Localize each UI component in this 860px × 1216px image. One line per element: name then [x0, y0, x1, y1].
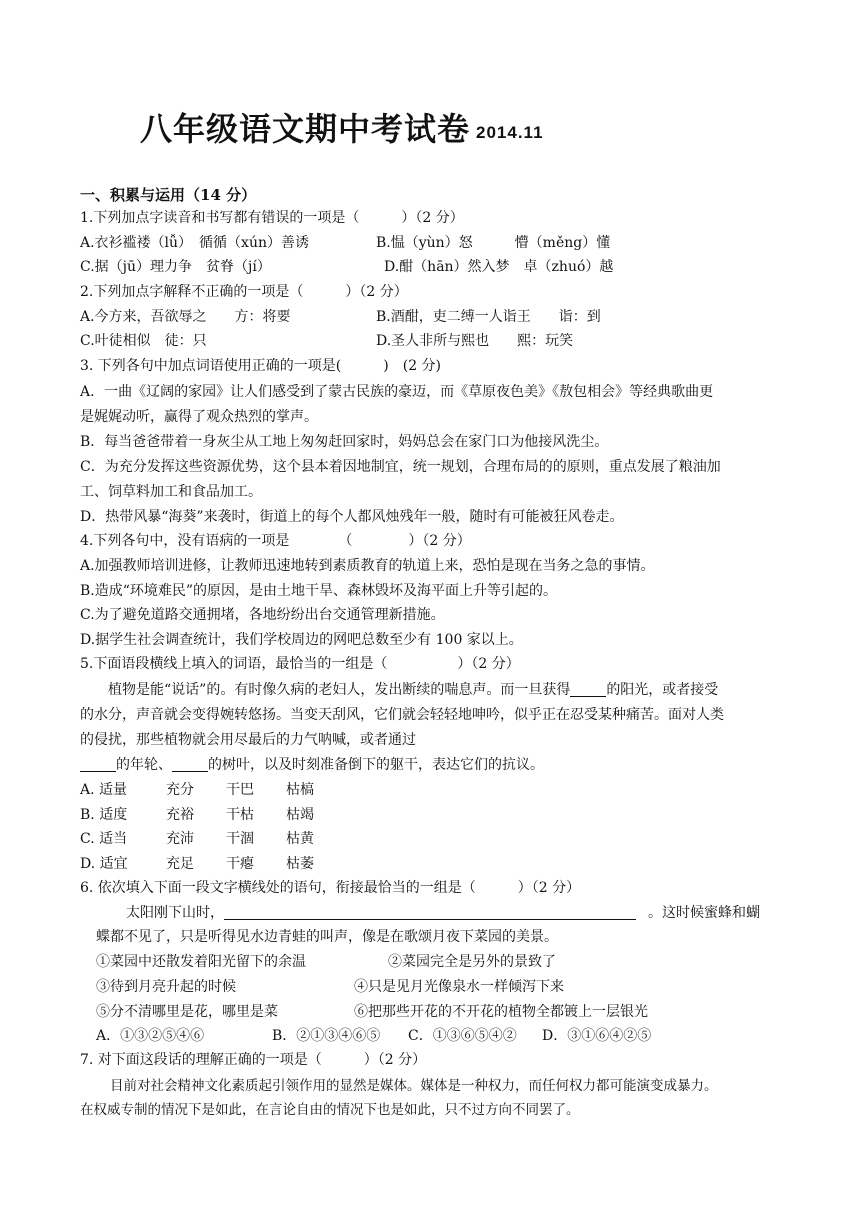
q1-option-d: D.酣（hān）然入梦 卓（zhuó）越	[384, 259, 614, 275]
q6-sentence-4: ④只是见月光像泉水一样倾泻下来	[354, 979, 564, 995]
q2-option-a: A.今方来，吾欲辱之 方：将要	[80, 309, 291, 325]
q7-stem: 7. 对下面这段话的理解正确的一项是（ ）（2 分）	[80, 1052, 427, 1068]
q6-sentences-56	[96, 1003, 796, 1021]
q6-option-d: D．③①⑥④②⑤	[542, 1028, 652, 1044]
q2-option-d: D.圣人非所与熙也 熙：玩笑	[376, 333, 574, 349]
q5-para-line4	[80, 756, 780, 774]
q4-option-d: D.据学生社会调查统计，我们学校周边的网吧总数至少有 100 家以上。	[80, 632, 523, 648]
q5-para-text-4b: 的树叶，以及时刻准备倒下的躯干，表达它们的抗议。	[208, 757, 544, 773]
q6-para-text-1a: 太阳刚下山时，	[126, 905, 224, 921]
q6-sentence-6: ⑥把那些开花的不开花的植物全都镀上一层银光	[354, 1004, 648, 1020]
q5-option-b	[80, 806, 780, 824]
q5-para-line3: 的侵扰，那些植物就会用尽最后的力气呐喊，或者通过	[80, 732, 416, 748]
q3-stem: 3. 下列各句中加点词语使用正确的一项是( ) (2 分)	[80, 358, 442, 374]
q5-option-c	[80, 830, 780, 848]
q5-d-word-2: 充足	[166, 856, 194, 872]
q1-options-ab	[80, 234, 780, 252]
q5-para-text-4a: 的年轮、	[116, 757, 172, 773]
q7-para-line2: 在权威专制的情况下是如此，在言论自由的情况下也是如此，只不过方向不同罢了。	[80, 1102, 580, 1118]
q5-option-d	[80, 855, 780, 873]
q4-option-b: B.造成“环境难民”的原因，是由土地干旱、森林毁坏及海平面上升等引起的。	[80, 583, 558, 599]
q5-b-word-1: B. 适度	[80, 807, 128, 823]
q6-sentence-3: ③待到月亮升起的时候	[96, 979, 236, 995]
q4-stem: 4.下列各句中，没有语病的一项是 （ ）（2 分）	[80, 533, 471, 549]
q2-stem: 2.下列加点字解释不正确的一项是（ ）（2 分）	[80, 284, 408, 300]
q3-option-a-line1: A．一曲《辽阔的家园》让人们感受到了蒙古民族的豪迈，而《草原夜色美》《敖包相会》等经典歌曲更	[80, 384, 714, 400]
q5-c-word-3: 干涸	[226, 831, 254, 847]
q4-option-a: A.加强教师培训进修，让教师迅速地转到素质教育的轨道上来，恐怕是现在当务之急的事情。	[80, 558, 655, 574]
q5-para-line1	[80, 681, 780, 699]
q3-option-c-line2: 工、饲草料加工和食品加工。	[80, 484, 262, 500]
q6-para-line1	[80, 904, 780, 922]
q6-sentences-34	[96, 978, 796, 996]
q6-para-line2: 蝶都不见了，只是听得见水边青蛙的叫声，像是在歌颂月夜下菜园的美景。	[96, 929, 558, 945]
q5-c-word-4: 枯黄	[286, 831, 314, 847]
q6-para-text-1b: 。这时候蜜蜂和蝴	[648, 905, 760, 921]
q5-b-word-3: 干枯	[226, 807, 254, 823]
q5-b-word-4: 枯竭	[286, 807, 314, 823]
q6-option-c: C．①③⑥⑤④②	[408, 1028, 517, 1044]
q2-options-cd	[80, 332, 780, 350]
q7-para-line1: 目前对社会精神文化素质起引领作用的显然是媒体。媒体是一种权力，而任何权力都可能演变成暴力。	[110, 1078, 718, 1094]
q5-para-text-1a: 植物是能“说话”的。有时像久病的老妇人，发出断续的喘息声。而一旦获得	[108, 682, 571, 698]
q6-option-a: A．①③②⑤④⑥	[96, 1028, 205, 1044]
q5-blank-3	[80, 757, 116, 772]
q1-option-a: A.衣衫褴褛（lǚ） 循循（xún）善诱	[80, 235, 309, 251]
q3-option-a-line2: 是娓娓动听，赢得了观众热烈的掌声。	[80, 409, 318, 425]
q5-a-word-4: 枯槁	[286, 782, 314, 798]
q5-blank-1	[570, 682, 606, 697]
exam-title	[140, 104, 544, 150]
q5-option-a	[80, 781, 780, 799]
q2-options-ab	[80, 308, 780, 326]
q1-option-b: B.愠（yùn）怒 懵（měng）懂	[376, 235, 611, 251]
q6-option-b: B．②①③④⑥⑤	[272, 1028, 381, 1044]
q6-options	[96, 1027, 796, 1045]
q4-option-c: C.为了避免道路交通拥堵，各地纷纷出台交通管理新措施。	[80, 607, 445, 623]
q5-a-word-2: 充分	[166, 782, 194, 798]
q5-stem: 5.下面语段横线上填入的词语，最恰当的一组是（ ）（2 分）	[80, 656, 520, 672]
q5-c-word-2: 充沛	[166, 831, 194, 847]
q3-option-c-line1: C．为充分发挥这些资源优势，这个县本着因地制宜，统一规划，合理布局的的原则，重点发展了粮油加	[80, 459, 721, 475]
q1-option-c: C.据（jū）理力争 贫脊（jí）	[80, 259, 271, 275]
q5-para-text-1b: 的阳光，或者接受	[606, 682, 719, 698]
q5-a-word-1: A. 适量	[80, 782, 128, 798]
q6-sentence-1: ①菜园中还散发着阳光留下的余温	[96, 954, 306, 970]
q5-d-word-1: D. 适宜	[80, 856, 128, 872]
section-heading: 一、积累与运用（14 分）	[80, 186, 257, 204]
q5-d-word-3: 干瘪	[226, 856, 254, 872]
title-text: 八年级语文期中考试卷	[140, 110, 471, 148]
q5-para-line2: 的水分，声音就会变得婉转悠扬。当变天刮风，它们就会轻轻地呻吟，似乎正在忍受某种痛苦。面对人类	[80, 707, 724, 723]
q5-b-word-2: 充裕	[166, 807, 194, 823]
q3-option-d: D．热带风暴“海葵”来袭时，街道上的每个人都风烛残年一般，随时有可能被狂风卷走。	[80, 509, 624, 525]
q6-blank	[224, 905, 636, 920]
q1-options-cd	[80, 258, 780, 276]
q1-stem: 1.下列加点字读音和书写都有错误的一项是（ ）（2 分）	[80, 210, 464, 226]
q6-stem: 6. 依次填入下面一段文字横线处的语句，衔接最恰当的一组是（ ）（2 分）	[80, 880, 581, 896]
q6-sentence-5: ⑤分不清哪里是花，哪里是菜	[96, 1004, 278, 1020]
q5-blank-4	[172, 757, 208, 772]
q6-sentences-12	[96, 953, 796, 971]
q5-c-word-1: C. 适当	[80, 831, 128, 847]
q2-option-c: C.叶徒相似 徒：只	[80, 333, 207, 349]
q5-a-word-3: 干巴	[226, 782, 254, 798]
exam-date: 2014.11	[476, 123, 544, 142]
q5-d-word-4: 枯萎	[286, 856, 314, 872]
q2-option-b: B.酒酣，吏二缚一人诣王 诣：到	[376, 309, 601, 325]
q3-option-b: B．每当爸爸带着一身灰尘从工地上匆匆赶回家时，妈妈总会在家门口为他接风洗尘。	[80, 434, 609, 450]
q6-sentence-2: ②菜园完全是另外的景致了	[388, 954, 556, 970]
